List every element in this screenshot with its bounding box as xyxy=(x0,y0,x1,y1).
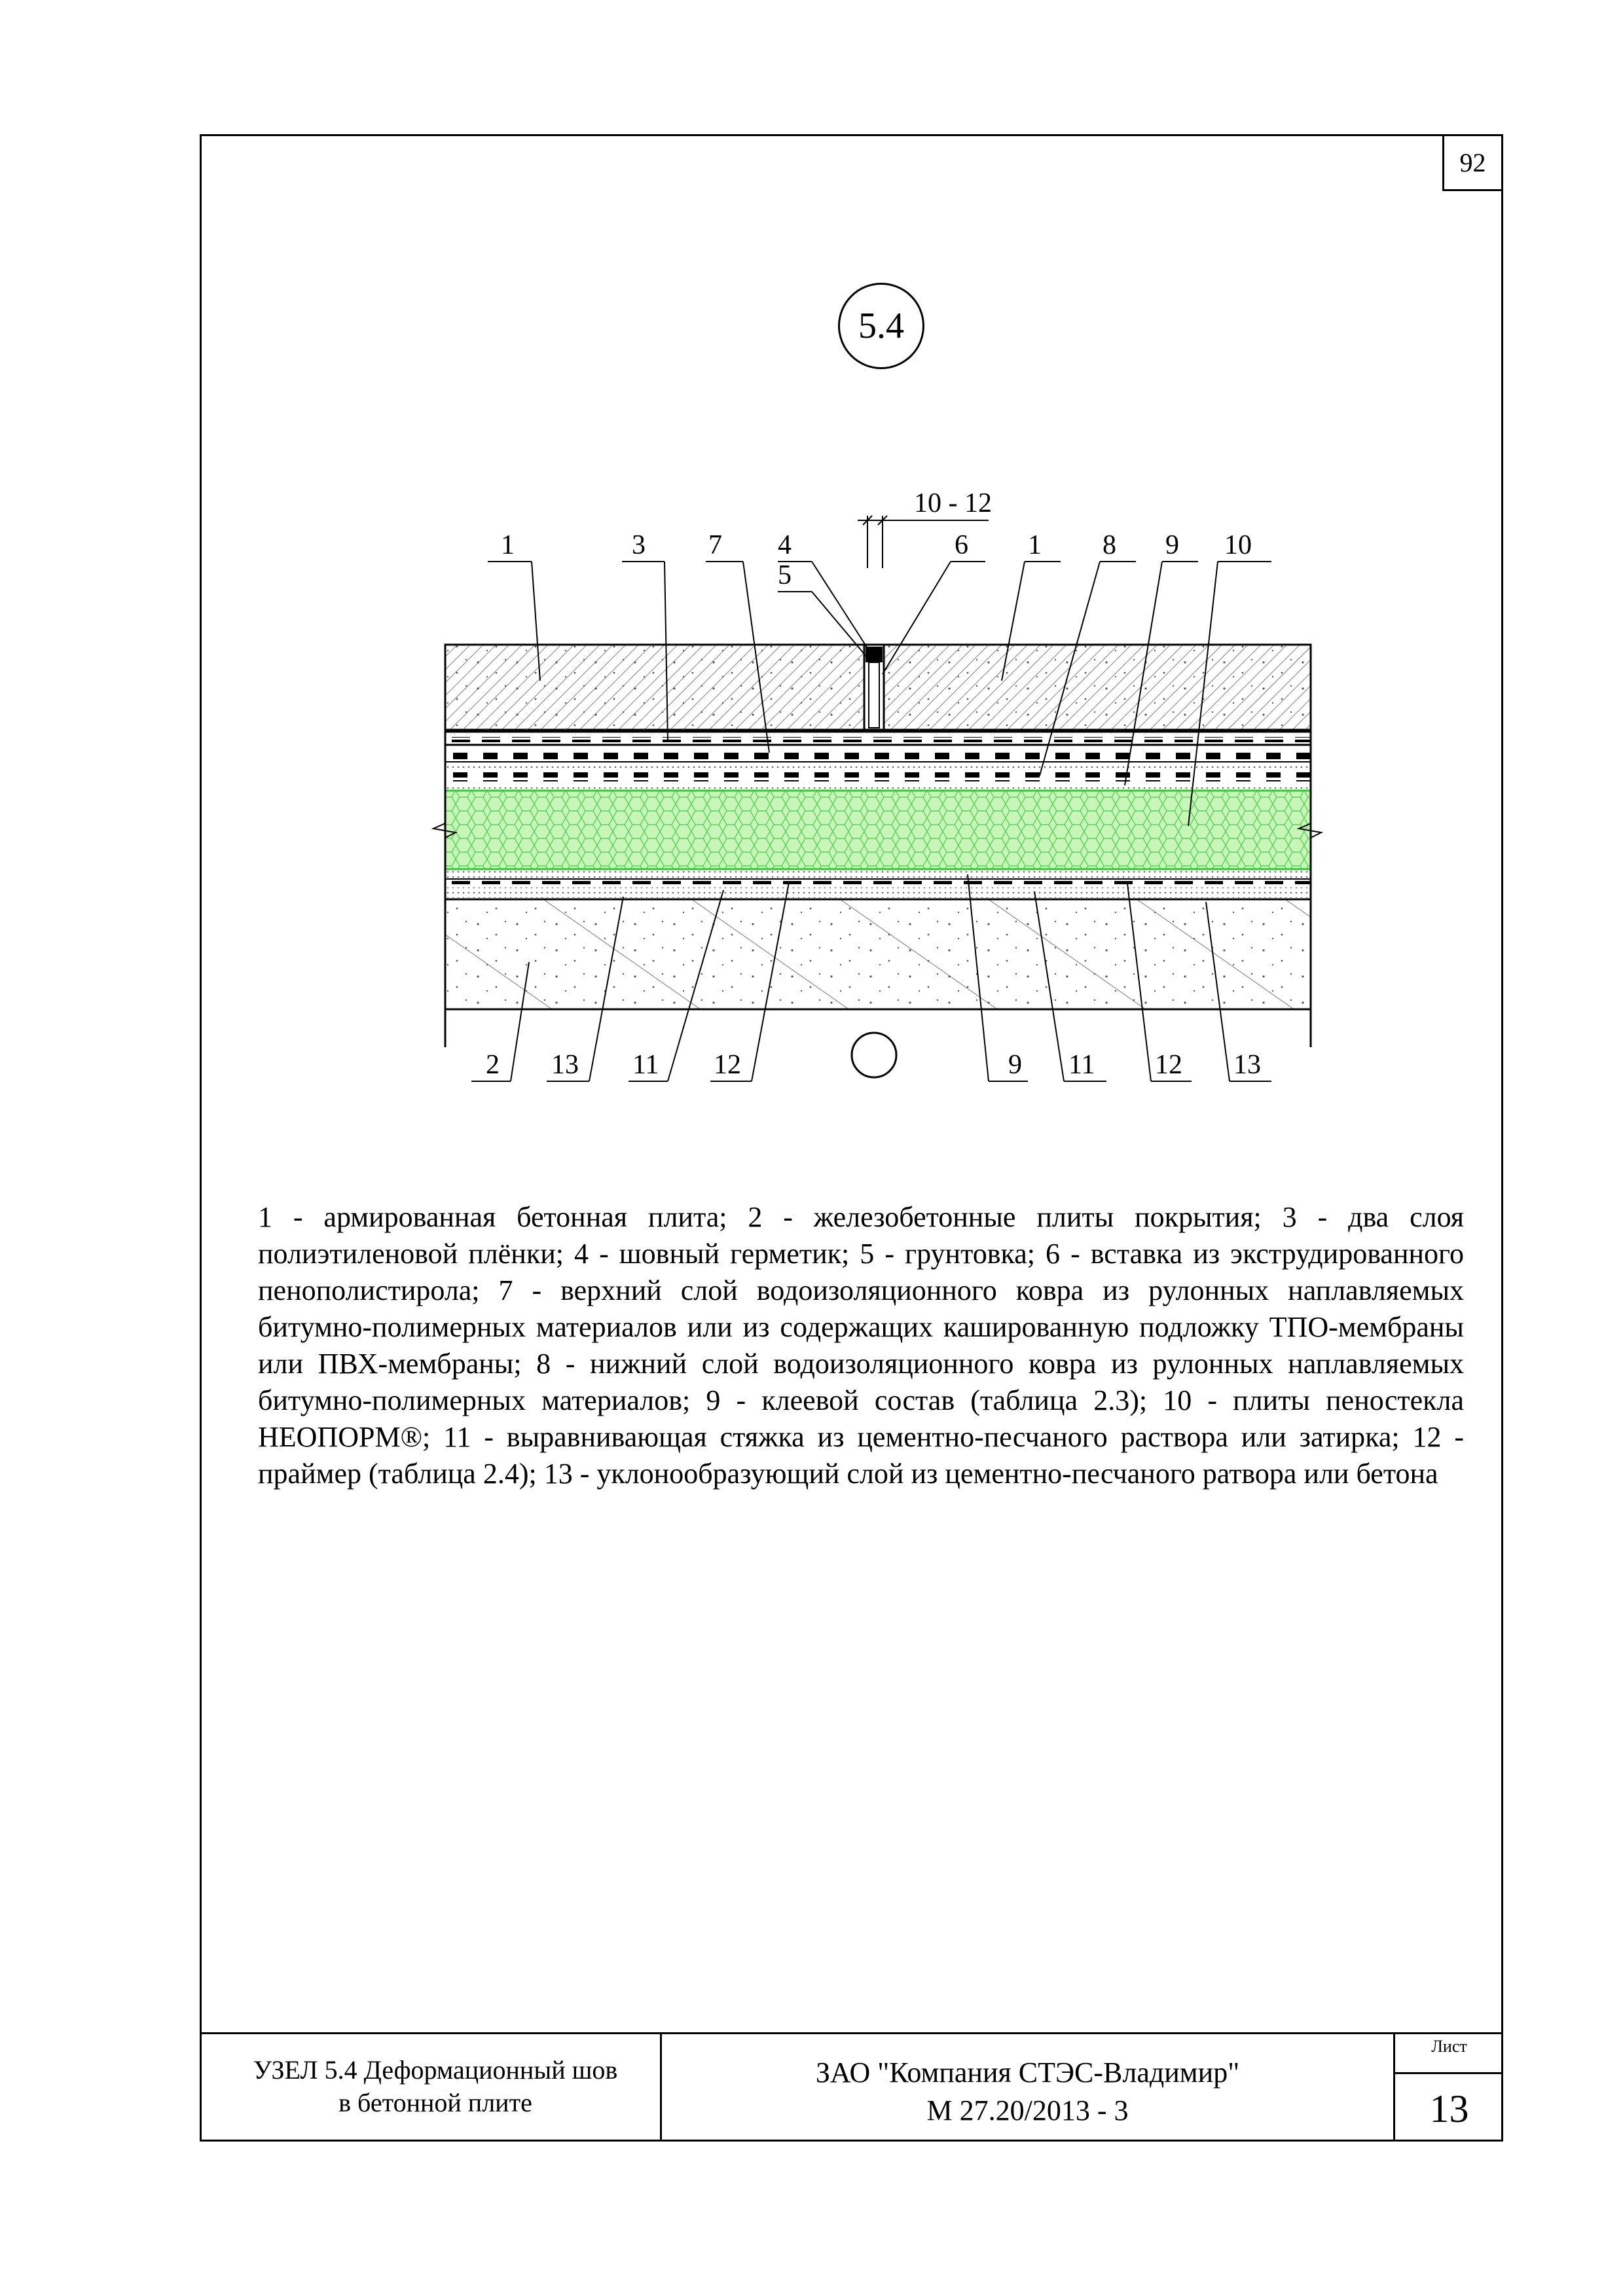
document-code: М 27.20/2013 - 3 xyxy=(926,2094,1129,2126)
callout-8: 8 xyxy=(1103,530,1116,560)
dimension-gap xyxy=(858,516,989,568)
callout-11: 11 xyxy=(632,1050,659,1080)
page-number: 92 xyxy=(1459,148,1486,177)
callout-3: 3 xyxy=(632,530,646,560)
callout-2: 2 xyxy=(486,1050,500,1080)
joint-primer xyxy=(869,662,879,728)
organization xyxy=(662,2054,1393,2130)
dimension-label: 10 - 12 xyxy=(914,488,992,518)
adhesive-layer-bottom xyxy=(445,871,1311,878)
callout-13: 13 xyxy=(551,1050,579,1080)
lower-membrane-layer xyxy=(445,772,1311,781)
callout-1b: 1 xyxy=(1028,530,1042,560)
callout-10: 10 xyxy=(1224,530,1252,560)
legend-text: 1 - армированная бетонная плита; 2 - железобетонные плиты покрытия; 3 - два слоя полиэтиленовой плёнки; 4 - шовный герметик; 5 - грунтовка; 6 - вставка из экструдированного пенополистирола; 7 - верхний слой водоизоляционного ковра из рулонных наплавляемых битумно-полимерных материалов или из содержащих кашированную подложку ТПО-мембраны или ПВХ-мембраны; 8 - нижний слой водоизоляционного ковра из рулонных наплавляемых битумно-полимерных материалов; 9 - клеевой состав (таблица 2.3); 10 - плиты пеностекла НЕОПОРМ®; 11 - выравнивающая стяжка из цементно-песчаного раствора или затирка; 12 - праймер (таблица 2.4); 13 - уклонообразующий слой из цементно-песчаного ратвора или бетона xyxy=(258,1201,1464,1490)
callout-9b: 9 xyxy=(1008,1050,1022,1080)
drawing-title xyxy=(226,2054,645,2119)
callout-5: 5 xyxy=(778,560,792,590)
callout-6: 6 xyxy=(955,530,968,560)
callout-12: 12 xyxy=(714,1050,741,1080)
sheet-label: Лист xyxy=(1431,2037,1467,2056)
drawing-title-line1: УЗЕЛ 5.4 Деформационный шов xyxy=(253,2055,618,2085)
drawing-title-line2: в бетонной плите xyxy=(338,2088,532,2117)
upper-membrane-layer xyxy=(445,750,1311,759)
sheet-divider xyxy=(1393,2072,1503,2074)
organization-name: ЗАО "Компания СТЭС-Владимир" xyxy=(815,2056,1240,2089)
callout-9: 9 xyxy=(1165,530,1179,560)
foam-glass-pattern xyxy=(445,791,1311,869)
membrane-dots xyxy=(445,764,1311,771)
adhesive-layer-top xyxy=(445,783,1311,789)
rc-slab-aggregate xyxy=(445,899,1311,1009)
title-block xyxy=(200,2032,1503,2142)
sheet-number: 13 xyxy=(1429,2087,1469,2130)
leveling-screed xyxy=(445,888,1311,898)
primer-layer xyxy=(445,881,1311,886)
callout-1: 1 xyxy=(501,530,515,560)
polyethylene-film-layers xyxy=(445,737,1311,742)
callout-11b: 11 xyxy=(1068,1050,1095,1080)
axis-marker xyxy=(852,1033,896,1077)
callout-4: 4 xyxy=(778,530,792,560)
callout-13b: 13 xyxy=(1233,1050,1261,1080)
callout-12b: 12 xyxy=(1155,1050,1182,1080)
node-id: 5.4 xyxy=(858,306,904,346)
callout-7: 7 xyxy=(708,530,722,560)
